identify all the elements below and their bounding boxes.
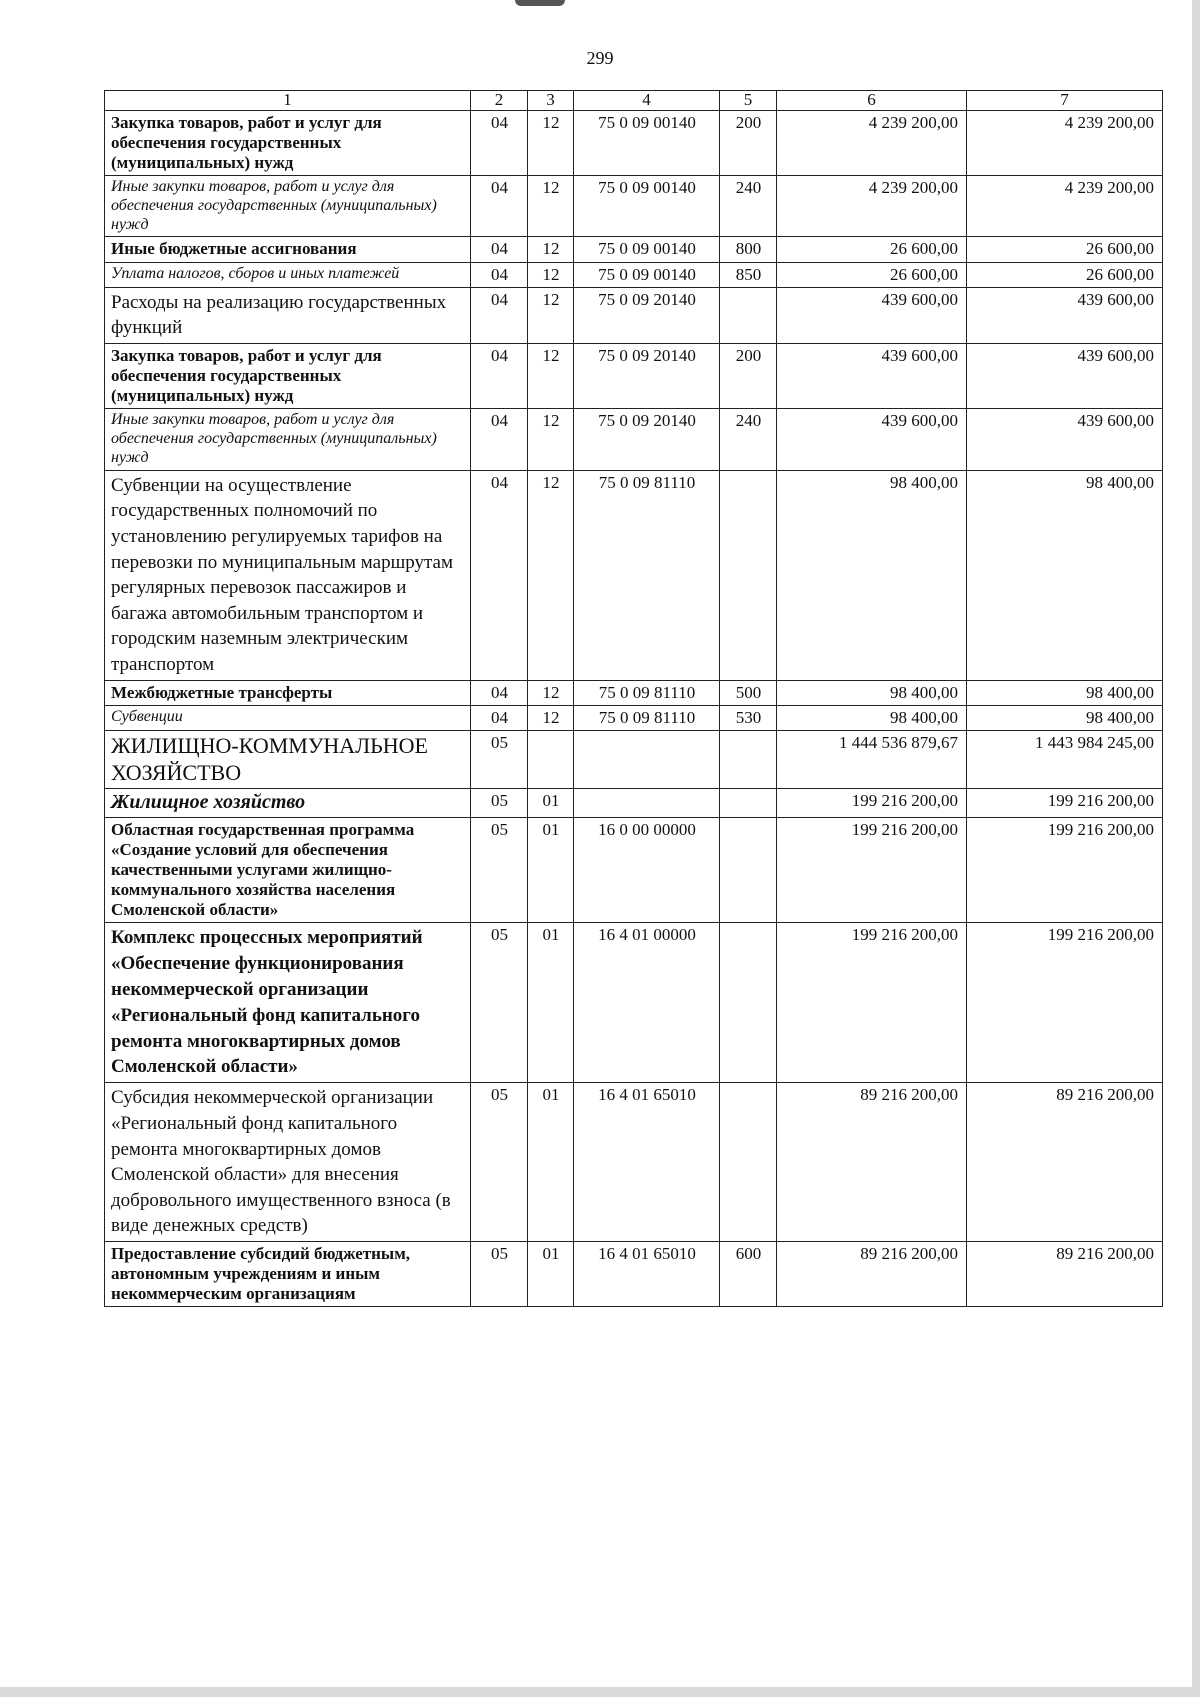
amount-year2-cell: 4 239 200,00 xyxy=(967,110,1163,175)
subsection-code-cell: 01 xyxy=(528,818,574,923)
subsection-code-cell: 01 xyxy=(528,1242,574,1307)
expense-type-cell: 800 xyxy=(720,237,777,262)
row-name-cell: Иные закупки товаров, работ и услуг для обеспечения государственных (муниципальных) нужд xyxy=(105,408,471,470)
table-row xyxy=(105,1242,1163,1307)
table-row xyxy=(105,287,1163,343)
expense-type-cell: 240 xyxy=(720,175,777,237)
amount-year1-cell: 439 600,00 xyxy=(777,408,967,470)
expense-type-cell: 850 xyxy=(720,262,777,287)
table-row xyxy=(105,408,1163,470)
section-code-cell: 04 xyxy=(471,470,528,680)
subsection-code-cell: 12 xyxy=(528,343,574,408)
table-row xyxy=(105,110,1163,175)
expense-type-cell xyxy=(720,287,777,343)
amount-year1-cell: 4 239 200,00 xyxy=(777,110,967,175)
amount-year2-cell: 26 600,00 xyxy=(967,262,1163,287)
target-article-cell: 75 0 09 00140 xyxy=(574,262,720,287)
target-article-cell: 75 0 09 20140 xyxy=(574,287,720,343)
row-name-cell: Иные закупки товаров, работ и услуг для обеспечения государственных (муниципальных) нужд xyxy=(105,175,471,237)
expense-type-cell: 200 xyxy=(720,110,777,175)
expense-type-cell: 600 xyxy=(720,1242,777,1307)
amount-year1-cell: 89 216 200,00 xyxy=(777,1242,967,1307)
target-article-cell: 75 0 09 00140 xyxy=(574,237,720,262)
amount-year2-cell: 98 400,00 xyxy=(967,680,1163,705)
scan-mark xyxy=(515,0,565,6)
amount-year2-cell: 199 216 200,00 xyxy=(967,818,1163,923)
amount-year1-cell: 26 600,00 xyxy=(777,262,967,287)
amount-year2-cell: 1 443 984 245,00 xyxy=(967,730,1163,789)
section-code-cell: 04 xyxy=(471,287,528,343)
row-name-cell: Субвенции на осуществление государственных полномочий по установлению регулируемых тарифов на перевозки по муниципальным маршрутам регулярных перевозок пассажиров и багажа автомобильным транспортом и городским наземным электрическим транспортом xyxy=(105,470,471,680)
target-article-cell xyxy=(574,789,720,818)
amount-year2-cell: 199 216 200,00 xyxy=(967,923,1163,1083)
amount-year1-cell: 199 216 200,00 xyxy=(777,923,967,1083)
amount-year1-cell: 199 216 200,00 xyxy=(777,818,967,923)
column-header: 3 xyxy=(528,91,574,111)
target-article-cell: 75 0 09 81110 xyxy=(574,705,720,730)
target-article-cell: 16 4 01 00000 xyxy=(574,923,720,1083)
row-name-cell: Субсидия некоммерческой организации «Региональный фонд капитального ремонта многоквартирных домов Смоленской области» для внесения добровольного имущественного взноса (в виде денежных средств) xyxy=(105,1083,471,1242)
target-article-cell: 75 0 09 00140 xyxy=(574,110,720,175)
table-row xyxy=(105,818,1163,923)
amount-year1-cell: 89 216 200,00 xyxy=(777,1083,967,1242)
section-code-cell: 05 xyxy=(471,1242,528,1307)
column-header: 5 xyxy=(720,91,777,111)
budget-table xyxy=(104,90,1163,1307)
section-code-cell: 05 xyxy=(471,818,528,923)
target-article-cell: 75 0 09 00140 xyxy=(574,175,720,237)
section-code-cell: 04 xyxy=(471,110,528,175)
column-header: 1 xyxy=(105,91,471,111)
subsection-code-cell: 12 xyxy=(528,175,574,237)
expense-type-cell xyxy=(720,818,777,923)
expense-type-cell xyxy=(720,470,777,680)
column-header: 7 xyxy=(967,91,1163,111)
subsection-code-cell: 12 xyxy=(528,680,574,705)
table-row xyxy=(105,730,1163,789)
table-row xyxy=(105,705,1163,730)
expense-type-cell xyxy=(720,1083,777,1242)
section-code-cell: 04 xyxy=(471,705,528,730)
row-name-cell: Закупка товаров, работ и услуг для обеспечения государственных (муниципальных) нужд xyxy=(105,110,471,175)
header-row xyxy=(105,91,1163,111)
expense-type-cell xyxy=(720,789,777,818)
expense-type-cell: 200 xyxy=(720,343,777,408)
section-code-cell: 04 xyxy=(471,237,528,262)
target-article-cell: 75 0 09 20140 xyxy=(574,343,720,408)
subsection-code-cell: 12 xyxy=(528,705,574,730)
table-row xyxy=(105,343,1163,408)
row-name-cell: ЖИЛИЩНО-КОММУНАЛЬНОЕ ХОЗЯЙСТВО xyxy=(105,730,471,789)
target-article-cell xyxy=(574,730,720,789)
expense-type-cell: 530 xyxy=(720,705,777,730)
amount-year1-cell: 1 444 536 879,67 xyxy=(777,730,967,789)
amount-year1-cell: 98 400,00 xyxy=(777,470,967,680)
row-name-cell: Комплекс процессных мероприятий «Обеспечение функционирования некоммерческой организации «Региональный фонд капитального ремонта многоквартирных домов Смоленской области» xyxy=(105,923,471,1083)
row-name-cell: Межбюджетные трансферты xyxy=(105,680,471,705)
target-article-cell: 75 0 09 20140 xyxy=(574,408,720,470)
column-header: 4 xyxy=(574,91,720,111)
section-code-cell: 05 xyxy=(471,789,528,818)
table-row xyxy=(105,175,1163,237)
amount-year2-cell: 4 239 200,00 xyxy=(967,175,1163,237)
amount-year2-cell: 26 600,00 xyxy=(967,237,1163,262)
amount-year1-cell: 439 600,00 xyxy=(777,287,967,343)
table-row xyxy=(105,470,1163,680)
amount-year1-cell: 4 239 200,00 xyxy=(777,175,967,237)
amount-year1-cell: 98 400,00 xyxy=(777,680,967,705)
amount-year1-cell: 26 600,00 xyxy=(777,237,967,262)
amount-year2-cell: 89 216 200,00 xyxy=(967,1242,1163,1307)
row-name-cell: Уплата налогов, сборов и иных платежей xyxy=(105,262,471,287)
target-article-cell: 16 4 01 65010 xyxy=(574,1083,720,1242)
amount-year2-cell: 199 216 200,00 xyxy=(967,789,1163,818)
amount-year1-cell: 98 400,00 xyxy=(777,705,967,730)
table-row xyxy=(105,1083,1163,1242)
row-name-cell: Субвенции xyxy=(105,705,471,730)
section-code-cell: 05 xyxy=(471,923,528,1083)
row-name-cell: Расходы на реализацию государственных функций xyxy=(105,287,471,343)
subsection-code-cell: 12 xyxy=(528,237,574,262)
subsection-code-cell: 01 xyxy=(528,923,574,1083)
scan-edge xyxy=(1192,0,1200,1697)
amount-year1-cell: 439 600,00 xyxy=(777,343,967,408)
target-article-cell: 16 4 01 65010 xyxy=(574,1242,720,1307)
table-row xyxy=(105,789,1163,818)
table-row xyxy=(105,262,1163,287)
subsection-code-cell: 12 xyxy=(528,470,574,680)
subsection-code-cell: 12 xyxy=(528,287,574,343)
section-code-cell: 05 xyxy=(471,730,528,789)
column-header: 6 xyxy=(777,91,967,111)
section-code-cell: 04 xyxy=(471,408,528,470)
table-row xyxy=(105,923,1163,1083)
scan-edge xyxy=(0,1687,1200,1697)
amount-year2-cell: 439 600,00 xyxy=(967,408,1163,470)
section-code-cell: 04 xyxy=(471,680,528,705)
subsection-code-cell xyxy=(528,730,574,789)
amount-year2-cell: 439 600,00 xyxy=(967,287,1163,343)
table-row xyxy=(105,680,1163,705)
amount-year1-cell: 199 216 200,00 xyxy=(777,789,967,818)
amount-year2-cell: 98 400,00 xyxy=(967,470,1163,680)
table-row xyxy=(105,237,1163,262)
page-number: 299 xyxy=(586,48,614,68)
row-name-cell: Предоставление субсидий бюджетным, автономным учреждениям и иным некоммерческим организациям xyxy=(105,1242,471,1307)
amount-year2-cell: 98 400,00 xyxy=(967,705,1163,730)
amount-year2-cell: 439 600,00 xyxy=(967,343,1163,408)
section-code-cell: 04 xyxy=(471,175,528,237)
column-header: 2 xyxy=(471,91,528,111)
subsection-code-cell: 12 xyxy=(528,262,574,287)
target-article-cell: 75 0 09 81110 xyxy=(574,470,720,680)
subsection-code-cell: 01 xyxy=(528,789,574,818)
subsection-code-cell: 01 xyxy=(528,1083,574,1242)
expense-type-cell xyxy=(720,730,777,789)
subsection-code-cell: 12 xyxy=(528,408,574,470)
section-code-cell: 04 xyxy=(471,343,528,408)
row-name-cell: Иные бюджетные ассигнования xyxy=(105,237,471,262)
expense-type-cell: 500 xyxy=(720,680,777,705)
row-name-cell: Областная государственная программа «Создание условий для обеспечения качественными услугами жилищно-коммунального хозяйства населения Смоленской области» xyxy=(105,818,471,923)
amount-year2-cell: 89 216 200,00 xyxy=(967,1083,1163,1242)
expense-type-cell: 240 xyxy=(720,408,777,470)
target-article-cell: 16 0 00 00000 xyxy=(574,818,720,923)
subsection-code-cell: 12 xyxy=(528,110,574,175)
expense-type-cell xyxy=(720,923,777,1083)
row-name-cell: Закупка товаров, работ и услуг для обеспечения государственных (муниципальных) нужд xyxy=(105,343,471,408)
section-code-cell: 04 xyxy=(471,262,528,287)
target-article-cell: 75 0 09 81110 xyxy=(574,680,720,705)
section-code-cell: 05 xyxy=(471,1083,528,1242)
row-name-cell: Жилищное хозяйство xyxy=(105,789,471,818)
